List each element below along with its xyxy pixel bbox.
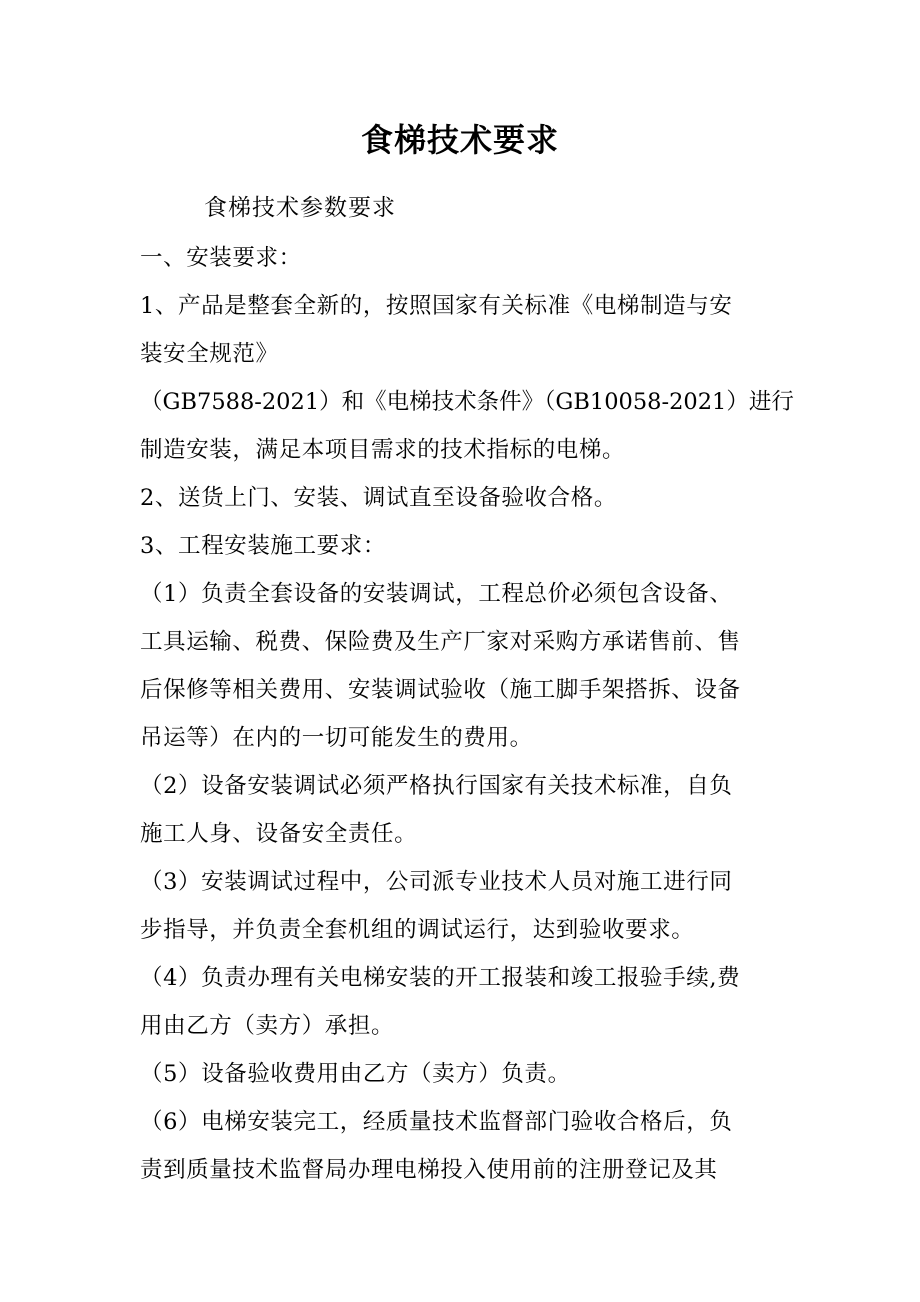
text-line: 施工人身、设备安全责任。 xyxy=(140,821,418,847)
text-line: 后保修等相关费用、安装调试验收（施工脚手架搭拆、设备 xyxy=(140,677,741,703)
text-line: 1、产品是整套全新的，按照国家有关标准《电梯制造与安 xyxy=(140,293,733,319)
text-line: （GB7588-2021）和《电梯技术条件》（GB10058-2021）进行 xyxy=(140,389,794,415)
document-subtitle: 食梯技术参数要求 xyxy=(204,195,396,221)
text-line: 一、安装要求： xyxy=(140,245,302,271)
text-line: （1）负责全套设备的安装调试，工程总价必须包含设备、 xyxy=(140,581,733,607)
text-line: （5）设备验收费用由乙方（卖方）负责。 xyxy=(140,1061,571,1087)
text-line: 工具运输、税费、保险费及生产厂家对采购方承诺售前、售 xyxy=(140,629,741,655)
text-line: （4）负责办理有关电梯安装的开工报装和竣工报验手续,费 xyxy=(140,965,741,991)
text-line: 用由乙方（卖方）承担。 xyxy=(140,1013,395,1039)
text-line: （6）电梯安装完工，经质量技术监督部门验收合格后，负 xyxy=(140,1109,733,1135)
text-line: 制造安装，满足本项目需求的技术指标的电梯。 xyxy=(140,437,626,463)
text-line: （3）安装调试过程中，公司派专业技术人员对施工进行同 xyxy=(140,869,733,895)
text-line: 步指导，并负责全套机组的调试运行，达到验收要求。 xyxy=(140,917,695,943)
text-line: 2、送货上门、安装、调试直至设备验收合格。 xyxy=(140,485,617,511)
text-line: 装安全规范》 xyxy=(140,341,279,367)
text-line: （2）设备安装调试必须严格执行国家有关技术标准，自负 xyxy=(140,773,733,799)
document-title: 食梯技术要求 xyxy=(360,121,559,159)
text-line: 责到质量技术监督局办理电梯投入使用前的注册登记及其 xyxy=(140,1157,718,1183)
text-line: 吊运等）在内的一切可能发生的费用。 xyxy=(140,725,533,751)
document-body xyxy=(140,234,794,1194)
text-line: 3、工程安装施工要求： xyxy=(140,533,386,559)
